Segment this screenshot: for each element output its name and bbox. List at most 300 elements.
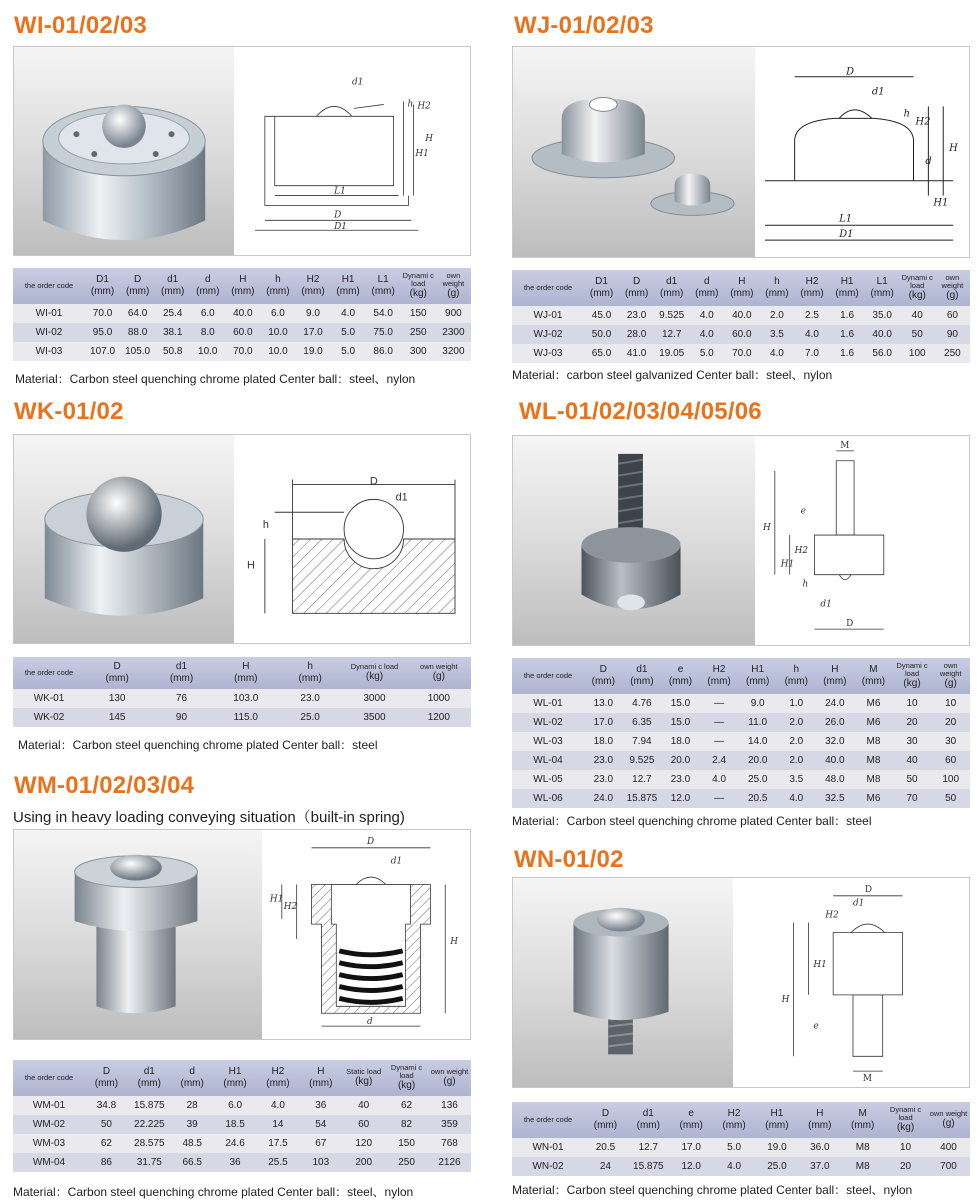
spec-value-cell: 2.0 xyxy=(777,732,816,751)
wi-label-d1b: D1 xyxy=(334,222,347,233)
spec-value-cell: 36 xyxy=(214,1153,257,1172)
spec-value-cell: 9.525 xyxy=(623,751,662,770)
wj-label-h1: H1 xyxy=(933,197,949,209)
wl-column-unit: (g) xyxy=(944,678,957,689)
wm-column-header xyxy=(85,1060,128,1096)
wj-column-unit: (mm) xyxy=(589,288,614,299)
spec-value-cell: 50.8 xyxy=(155,342,190,361)
spec-value-cell: 1.6 xyxy=(830,344,865,363)
wm-label-h1: H1 xyxy=(269,894,284,905)
spec-value-cell: 9.0 xyxy=(738,694,777,713)
wk-header-row xyxy=(13,657,471,689)
spec-value-cell: 19.0 xyxy=(756,1138,799,1157)
spec-value-cell: 3000 xyxy=(342,689,406,708)
wm-column-name: H xyxy=(317,1066,325,1077)
spec-value-cell: 86.0 xyxy=(366,342,401,361)
wi-column-name: h xyxy=(275,274,281,285)
spec-value-cell: 50 xyxy=(900,325,935,344)
wl-column-name: H2 xyxy=(712,664,726,675)
wj-column-unit: (mm) xyxy=(660,288,684,299)
spec-value-cell: 115.0 xyxy=(214,708,278,727)
wl-column-unit: (mm) xyxy=(707,676,731,687)
wl-column-name: d1 xyxy=(636,664,648,675)
spec-value-cell: 60 xyxy=(931,751,970,770)
spec-value-cell: 60 xyxy=(342,1115,385,1134)
wl-column-header xyxy=(738,658,777,694)
wj-title: WJ-01/02/03 xyxy=(514,12,654,39)
spec-value-cell: 24.0 xyxy=(584,789,623,808)
spec-value-cell: 18.0 xyxy=(661,732,700,751)
order-code-cell: WI-01 xyxy=(13,304,85,323)
spec-value-cell: 67 xyxy=(299,1134,342,1153)
wl-label-bigh: H xyxy=(762,523,771,534)
wi-material-note: Material：Carbon steel quenching chrome plated Center ball：steel、nylon xyxy=(15,372,416,386)
wl-material-note: Material：Carbon steel quenching chrome plated Center ball：steel xyxy=(512,814,872,828)
spec-value-cell: 25.0 xyxy=(756,1157,799,1176)
spec-value-cell: 36.0 xyxy=(798,1138,841,1157)
wj-label-d1: d1 xyxy=(871,86,885,98)
wm-subtitle: Using in heavy loading conveying situation（built-in spring) xyxy=(13,809,405,826)
spec-value-cell: 24.6 xyxy=(214,1134,257,1153)
table-row xyxy=(13,342,471,361)
order-code-cell: WK-02 xyxy=(13,708,85,727)
wm-column-header xyxy=(214,1060,257,1096)
table-row xyxy=(13,304,471,323)
wl-column-header xyxy=(584,658,623,694)
wi-column-name: the order code xyxy=(24,281,74,290)
wl-title: WL-01/02/03/04/05/06 xyxy=(519,398,762,425)
wj-column-unit: (mm) xyxy=(695,288,719,299)
wn-column-unit: (mm) xyxy=(679,1120,703,1131)
spec-value-cell: 4.0 xyxy=(689,325,724,344)
wn-column-name: the order code xyxy=(523,1115,573,1124)
wi-label-d1: d1 xyxy=(352,77,364,88)
spec-value-cell: 5.0 xyxy=(331,323,366,342)
wn-column-header xyxy=(627,1102,670,1138)
wn-label-bigd: D xyxy=(864,884,873,895)
spec-value-cell: 50 xyxy=(931,789,970,808)
spec-value-cell: 70.0 xyxy=(85,304,120,323)
table-row xyxy=(512,751,970,770)
wl-column-name: H1 xyxy=(751,664,765,675)
wj-label-d1b: D1 xyxy=(839,229,854,241)
spec-value-cell: 15.875 xyxy=(623,789,662,808)
spec-value-cell: 86 xyxy=(85,1153,128,1172)
spec-value-cell: M6 xyxy=(854,694,893,713)
wm-column-header xyxy=(257,1060,300,1096)
wj-label-bigh: H xyxy=(949,143,958,155)
spec-value-cell: 10.0 xyxy=(260,323,295,342)
wi-column-header xyxy=(120,268,155,304)
order-code-cell: WN-02 xyxy=(512,1157,584,1176)
wi-column-unit: (g) xyxy=(447,288,460,299)
order-code-cell: WI-03 xyxy=(13,342,85,361)
wn-column-name: Dynami c load xyxy=(889,1105,922,1122)
spec-value-cell: 62 xyxy=(385,1096,428,1115)
wl-technical-drawing xyxy=(755,436,969,645)
wj-column-unit: (mm) xyxy=(624,288,649,299)
wk-material-note: Material：Carbon steel quenching chrome plated Center ball：steel xyxy=(18,738,378,752)
wi-column-name: own weight xyxy=(442,271,465,288)
spec-value-cell: 2.0 xyxy=(777,751,816,770)
order-code-cell: WI-02 xyxy=(13,323,85,342)
spec-value-cell: 40.0 xyxy=(865,325,900,344)
spec-value-cell: 17.0 xyxy=(295,323,330,342)
table-row xyxy=(13,1153,471,1172)
wj-column-name: d1 xyxy=(666,276,678,287)
spec-value-cell: 37.0 xyxy=(798,1157,841,1176)
table-row xyxy=(13,1096,471,1115)
wi-column-unit: (mm) xyxy=(90,286,115,297)
wi-column-unit: (mm) xyxy=(125,286,150,297)
wm-spec-table xyxy=(13,1060,471,1172)
wj-column-unit: (g) xyxy=(946,290,959,301)
spec-value-cell: 40 xyxy=(342,1096,385,1115)
wn-column-header xyxy=(584,1102,627,1138)
wl-label-d1: d1 xyxy=(820,599,832,610)
wj-column-header xyxy=(935,270,970,306)
spec-value-cell: 35.0 xyxy=(865,306,900,325)
wj-figure xyxy=(512,46,970,258)
wl-column-name: M xyxy=(869,664,878,675)
wl-column-header xyxy=(777,658,816,694)
spec-value-cell: 75.0 xyxy=(366,323,401,342)
wj-spec-table xyxy=(512,270,970,363)
wi-label-h: h xyxy=(407,99,414,110)
wn-label-bigh: H xyxy=(781,994,790,1005)
spec-value-cell: 7.94 xyxy=(623,732,662,751)
wk-column-header xyxy=(407,657,471,689)
table-row xyxy=(512,344,970,363)
wj-column-header xyxy=(724,270,759,306)
wi-figure xyxy=(13,46,471,256)
wj-column-header xyxy=(689,270,724,306)
spec-value-cell: 6.0 xyxy=(190,304,225,323)
spec-value-cell: 20.5 xyxy=(584,1138,627,1157)
spec-value-cell: 25.4 xyxy=(155,304,190,323)
wj-column-name: L1 xyxy=(876,276,888,287)
wl-column-name: h xyxy=(793,664,800,675)
wn-title: WN-01/02 xyxy=(514,846,624,873)
wl-column-header xyxy=(893,658,932,694)
wn-label-h2: H2 xyxy=(825,910,839,921)
wi-column-name: L1 xyxy=(377,274,389,285)
spec-value-cell: 23.0 xyxy=(278,689,342,708)
wn-column-header xyxy=(512,1102,584,1138)
wn-material-note: Material：Carbon steel quenching chrome plated Center ball：steel、nylon xyxy=(512,1183,913,1197)
wl-column-unit: (mm) xyxy=(823,676,847,687)
wn-label-h1: H1 xyxy=(813,960,827,971)
wj-column-unit: (kg) xyxy=(908,290,926,301)
wl-column-name: own weight xyxy=(939,661,962,678)
spec-value-cell: 2.0 xyxy=(759,306,794,325)
wk-label-h: h xyxy=(262,519,269,532)
wn-column-name: M xyxy=(858,1108,867,1119)
wi-label-bigd: D xyxy=(334,210,342,221)
spec-value-cell: 5.0 xyxy=(713,1138,756,1157)
wk-column-unit: (mm) xyxy=(169,673,194,684)
wj-column-name: H1 xyxy=(840,276,854,287)
spec-value-cell: 3.5 xyxy=(759,325,794,344)
wi-column-name: H1 xyxy=(341,274,355,285)
wl-column-header xyxy=(931,658,970,694)
spec-value-cell: 6.35 xyxy=(623,713,662,732)
wk-column-name: Dynami c load xyxy=(350,662,399,671)
order-code-cell: WL-05 xyxy=(512,770,584,789)
wl-column-unit: (mm) xyxy=(630,676,654,687)
wi-column-header xyxy=(366,268,401,304)
wl-label-m: M xyxy=(840,440,850,451)
wj-column-name: own weight xyxy=(941,273,964,290)
spec-value-cell: 3200 xyxy=(436,342,471,361)
wm-material-note: Material：Carbon steel quenching chrome plated Center ball：steel、nylon xyxy=(13,1185,414,1199)
wi-column-header xyxy=(190,268,225,304)
spec-value-cell: 62 xyxy=(85,1134,128,1153)
wi-column-header xyxy=(401,268,436,304)
order-code-cell: WL-04 xyxy=(512,751,584,770)
table-row xyxy=(13,708,471,727)
wn-column-header xyxy=(798,1102,841,1138)
spec-value-cell: 6.0 xyxy=(260,304,295,323)
wm-label-d1: d1 xyxy=(390,856,403,867)
wm-column-header xyxy=(299,1060,342,1096)
spec-value-cell: 12.0 xyxy=(661,789,700,808)
wn-column-unit: (mm) xyxy=(593,1120,618,1131)
table-row xyxy=(512,789,970,808)
spec-value-cell: 3.5 xyxy=(777,770,816,789)
wj-column-header xyxy=(830,270,865,306)
spec-value-cell: 4.0 xyxy=(257,1096,300,1115)
wm-label-bigd: D xyxy=(366,836,375,847)
wm-column-unit: (kg) xyxy=(355,1076,373,1087)
spec-value-cell: 34.8 xyxy=(85,1096,128,1115)
wn-column-unit: (mm) xyxy=(808,1120,832,1131)
table-row xyxy=(512,732,970,751)
spec-value-cell: 90 xyxy=(149,708,213,727)
wn-header-row xyxy=(512,1102,970,1138)
spec-value-cell: 76 xyxy=(149,689,213,708)
spec-value-cell: 20.0 xyxy=(661,751,700,770)
wj-column-name: D xyxy=(633,276,641,287)
wk-column-header xyxy=(214,657,278,689)
spec-value-cell: 20 xyxy=(893,713,932,732)
spec-value-cell: 20 xyxy=(884,1157,927,1176)
spec-value-cell: 768 xyxy=(428,1134,471,1153)
spec-value-cell: 54.0 xyxy=(366,304,401,323)
wl-column-header xyxy=(816,658,855,694)
spec-value-cell: 60.0 xyxy=(724,325,759,344)
spec-value-cell: 70.0 xyxy=(724,344,759,363)
spec-value-cell: — xyxy=(700,713,739,732)
wl-label-e: e xyxy=(800,506,806,517)
wj-column-header xyxy=(865,270,900,306)
wm-title: WM-01/02/03/04 xyxy=(14,772,195,799)
wl-column-unit: (kg) xyxy=(903,678,921,689)
spec-value-cell: 32.5 xyxy=(816,789,855,808)
wn-technical-drawing xyxy=(733,878,969,1087)
wl-product-photo xyxy=(513,436,755,645)
wj-column-header xyxy=(900,270,935,306)
wi-column-unit: (mm) xyxy=(266,286,290,297)
spec-value-cell: M8 xyxy=(841,1157,884,1176)
spec-value-cell: 4.0 xyxy=(689,306,724,325)
spec-value-cell: 15.875 xyxy=(128,1096,171,1115)
spec-value-cell: 2.0 xyxy=(777,713,816,732)
spec-value-cell: 40.0 xyxy=(724,306,759,325)
wj-column-header xyxy=(512,270,584,306)
wm-column-name: the order code xyxy=(24,1073,74,1082)
wj-label-h2: H2 xyxy=(915,116,931,128)
spec-value-cell: 1200 xyxy=(407,708,471,727)
wn-spec-table xyxy=(512,1102,970,1176)
wj-column-name: H2 xyxy=(805,276,819,287)
wl-column-name: Dynami c load xyxy=(896,661,928,678)
order-code-cell: WL-02 xyxy=(512,713,584,732)
wm-column-name: d1 xyxy=(143,1066,155,1077)
spec-value-cell: 17.5 xyxy=(257,1134,300,1153)
spec-value-cell: 1.0 xyxy=(777,694,816,713)
spec-value-cell: 66.5 xyxy=(171,1153,214,1172)
wk-column-unit: (kg) xyxy=(365,671,384,682)
spec-value-cell: 2300 xyxy=(436,323,471,342)
wj-column-header xyxy=(794,270,829,306)
wj-column-name: Dynami c load xyxy=(901,273,933,290)
spec-value-cell: 5.0 xyxy=(331,342,366,361)
wj-column-header xyxy=(759,270,794,306)
wm-figure xyxy=(13,829,471,1040)
wk-column-name: D xyxy=(113,661,121,672)
table-row xyxy=(512,306,970,325)
order-code-cell: WL-03 xyxy=(512,732,584,751)
wk-label-bigd: D xyxy=(369,475,378,488)
spec-value-cell: 3500 xyxy=(342,708,406,727)
spec-value-cell: 4.0 xyxy=(713,1157,756,1176)
wj-column-header xyxy=(619,270,654,306)
spec-value-cell: 20 xyxy=(931,713,970,732)
wm-column-unit: (kg) xyxy=(397,1080,416,1091)
spec-value-cell: 25.0 xyxy=(738,770,777,789)
wn-column-name: own weight xyxy=(929,1109,968,1118)
wi-technical-drawing xyxy=(234,47,470,255)
spec-value-cell: 120 xyxy=(342,1134,385,1153)
spec-value-cell: — xyxy=(700,789,739,808)
wk-column-header xyxy=(278,657,342,689)
wj-column-unit: (mm) xyxy=(765,288,789,299)
wl-column-name: the order code xyxy=(523,671,573,680)
table-row xyxy=(13,323,471,342)
spec-value-cell: 24 xyxy=(584,1157,627,1176)
wm-column-unit: (mm) xyxy=(94,1078,119,1089)
wi-product-photo xyxy=(14,47,234,255)
spec-value-cell: 60.0 xyxy=(225,323,260,342)
wi-column-name: D xyxy=(134,274,142,285)
spec-value-cell: 103 xyxy=(299,1153,342,1172)
wj-material-note: Material：carbon steel galvanized Center ball：steel、nylon xyxy=(512,368,833,382)
spec-value-cell: 15.0 xyxy=(661,694,700,713)
spec-value-cell: — xyxy=(700,732,739,751)
wk-column-unit: (mm) xyxy=(105,673,129,684)
spec-value-cell: 40.0 xyxy=(816,751,855,770)
wj-column-unit: (mm) xyxy=(870,288,894,299)
wn-column-name: e xyxy=(688,1108,694,1119)
wl-column-header xyxy=(512,658,584,694)
wm-column-name: own weight xyxy=(430,1067,469,1076)
spec-value-cell: 14.0 xyxy=(738,732,777,751)
spec-value-cell: 65.0 xyxy=(584,344,619,363)
wi-column-unit: (mm) xyxy=(231,286,255,297)
spec-value-cell: 17.0 xyxy=(584,713,623,732)
wm-column-name: d xyxy=(189,1066,195,1077)
wl-header-row xyxy=(512,658,970,694)
wj-column-name: D1 xyxy=(595,276,608,287)
wk-title: WK-01/02 xyxy=(14,398,124,425)
wl-label-bigd: D xyxy=(846,619,854,630)
wm-column-header xyxy=(171,1060,214,1096)
wj-column-name: H xyxy=(738,276,746,287)
spec-value-cell: 150 xyxy=(385,1134,428,1153)
spec-value-cell: 200 xyxy=(342,1153,385,1172)
spec-value-cell: 4.76 xyxy=(623,694,662,713)
spec-value-cell: 103.0 xyxy=(214,689,278,708)
spec-value-cell: 50 xyxy=(85,1115,128,1134)
spec-value-cell: 15.0 xyxy=(661,713,700,732)
wn-column-header xyxy=(884,1102,927,1138)
spec-value-cell: 8.0 xyxy=(190,323,225,342)
spec-value-cell: 40 xyxy=(900,306,935,325)
wi-label-l1: L1 xyxy=(334,186,346,197)
wj-column-unit: (mm) xyxy=(800,288,824,299)
spec-value-cell: 145 xyxy=(85,708,149,727)
wi-column-name: d1 xyxy=(167,274,179,285)
wm-column-name: Dynami c load xyxy=(390,1063,423,1080)
spec-value-cell: 100 xyxy=(900,344,935,363)
wn-column-header xyxy=(756,1102,799,1138)
spec-value-cell: M6 xyxy=(854,789,893,808)
wl-column-name: D xyxy=(599,664,607,675)
wk-technical-drawing xyxy=(234,435,470,643)
spec-value-cell: 5.0 xyxy=(689,344,724,363)
spec-value-cell: 82 xyxy=(385,1115,428,1134)
spec-value-cell: 28 xyxy=(171,1096,214,1115)
order-code-cell: WM-01 xyxy=(13,1096,85,1115)
table-row xyxy=(512,1138,970,1157)
wn-figure xyxy=(512,877,970,1088)
wm-column-unit: (mm) xyxy=(309,1078,333,1089)
spec-value-cell: 2.5 xyxy=(794,306,829,325)
spec-value-cell: 700 xyxy=(927,1157,970,1176)
wm-column-header xyxy=(128,1060,171,1096)
order-code-cell: WL-06 xyxy=(512,789,584,808)
spec-value-cell: 130 xyxy=(85,689,149,708)
spec-value-cell: 10 xyxy=(893,694,932,713)
wn-label-d1: d1 xyxy=(852,898,865,909)
order-code-cell: WJ-02 xyxy=(512,325,584,344)
wi-label-h2: H2 xyxy=(417,101,431,112)
wk-column-unit: (mm) xyxy=(234,673,258,684)
spec-value-cell: 12.7 xyxy=(627,1138,670,1157)
wi-title: WI-01/02/03 xyxy=(14,12,147,39)
spec-value-cell: 45.0 xyxy=(584,306,619,325)
wl-column-name: e xyxy=(677,664,684,675)
spec-value-cell: M8 xyxy=(854,770,893,789)
wm-column-unit: (mm) xyxy=(266,1078,290,1089)
spec-value-cell: 23.0 xyxy=(619,306,654,325)
spec-value-cell: M8 xyxy=(854,751,893,770)
wi-column-name: d xyxy=(204,274,211,285)
wk-label-bigh: H xyxy=(247,559,255,572)
wn-column-unit: (mm) xyxy=(851,1120,875,1131)
spec-value-cell: 2126 xyxy=(428,1153,471,1172)
